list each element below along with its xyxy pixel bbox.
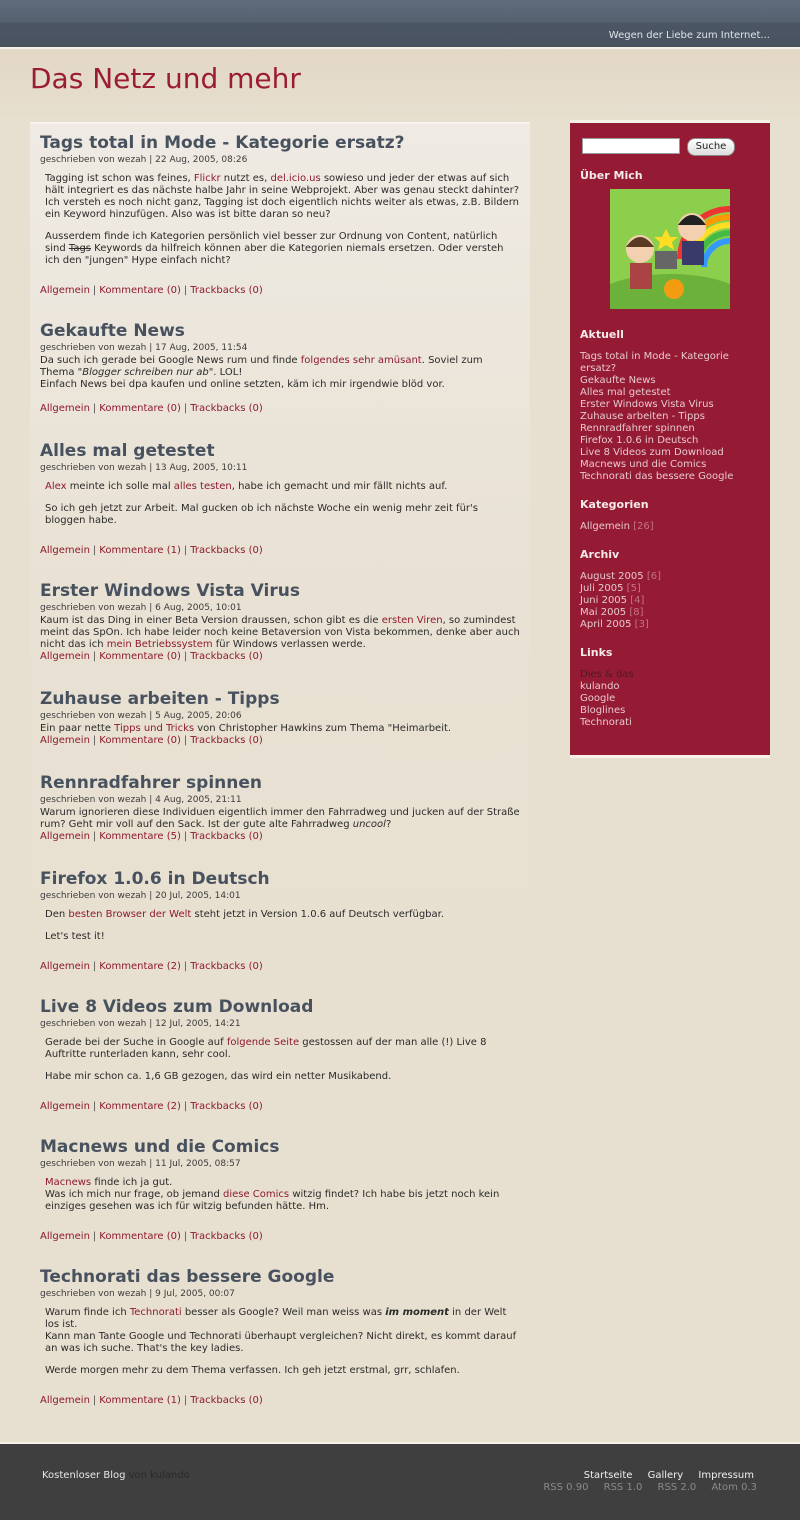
post-link[interactable]: besten Browser der Welt xyxy=(68,909,192,920)
blogroll-link[interactable]: Dies & das xyxy=(580,669,634,680)
category-link[interactable]: Allgemein xyxy=(40,831,90,842)
post-footer: Allgemein | Kommentare (0) | Trackbacks (0) xyxy=(40,651,263,662)
archive-item xyxy=(580,583,760,595)
blogroll-link[interactable]: Google xyxy=(580,693,616,704)
post-body xyxy=(40,615,520,651)
category-count: [26] xyxy=(633,521,654,532)
comments-link[interactable]: Kommentare (0) xyxy=(99,651,181,662)
trackbacks-link[interactable]: Trackbacks (0) xyxy=(190,545,263,556)
blogroll-link[interactable]: Technorati xyxy=(580,717,632,728)
recent-post-link[interactable]: Technorati das bessere Google xyxy=(580,471,734,482)
post-footer: Allgemein | Kommentare (2) | Trackbacks (0) xyxy=(40,1101,263,1112)
feed-link[interactable]: RSS 1.0 xyxy=(603,1482,643,1493)
category-link[interactable]: Allgemein xyxy=(40,1231,90,1242)
comments-link[interactable]: Kommentare (0) xyxy=(99,403,181,414)
archive-list xyxy=(580,571,760,631)
post-body xyxy=(40,1037,520,1083)
categories-list xyxy=(580,521,760,533)
post-title[interactable]: Tags total in Mode - Kategorie ersatz? xyxy=(40,133,405,153)
footer-credit: Kostenloser Blog von kulando xyxy=(42,1470,190,1481)
post-body xyxy=(40,1177,520,1213)
post-meta: geschrieben von wezah | 17 Aug, 2005, 11:54 xyxy=(40,343,248,353)
macnews-link[interactable]: Macnews xyxy=(45,1177,92,1188)
post-paragraph: Kaum ist das Ding in einer Beta Version draussen, schon gibt es die ersten Viren, so zumindest meint das SpOn. Ich habe leider noch keine Betaversion von Vista bekommen, denke aber auch nicht das ich mein Betriebssystem für Windows verlassen werde. xyxy=(40,615,520,650)
recent-post-link[interactable]: Tags total in Mode - Kategorie ersatz? xyxy=(580,351,729,374)
post-title[interactable]: Zuhause arbeiten - Tipps xyxy=(40,689,280,709)
category-item xyxy=(580,521,760,533)
comments-link[interactable]: Kommentare (2) xyxy=(99,961,181,972)
recent-post-link[interactable]: Erster Windows Vista Virus xyxy=(580,399,714,410)
post xyxy=(40,581,520,663)
post-paragraph: Alex meinte ich solle mal alles testen, habe ich gemacht und mir fällt nichts auf. xyxy=(45,481,448,492)
avatar xyxy=(610,189,730,309)
post-paragraph: Den besten Browser der Welt steht jetzt in Version 1.0.6 auf Deutsch verfügbar. xyxy=(45,909,445,920)
aktuell-heading: Aktuell xyxy=(580,328,624,341)
blogroll-link[interactable]: kulando xyxy=(580,681,620,692)
post-body xyxy=(40,909,520,943)
post-title[interactable]: Technorati das bessere Google xyxy=(40,1267,335,1287)
comments-link[interactable]: Kommentare (2) xyxy=(99,1101,181,1112)
category-link[interactable]: Allgemein xyxy=(40,961,90,972)
post-meta: geschrieben von wezah | 4 Aug, 2005, 21:11 xyxy=(40,795,242,805)
recent-post-link[interactable]: Alles mal getestet xyxy=(580,387,671,398)
post-paragraph: Werde morgen mehr zu dem Thema verfassen. Ich geh jetzt erstmal, grr, schlafen. xyxy=(45,1365,460,1376)
archiv-heading: Archiv xyxy=(580,548,620,561)
comments-link[interactable]: Kommentare (1) xyxy=(99,545,181,556)
post xyxy=(40,321,520,415)
category-link[interactable]: Allgemein xyxy=(40,545,90,556)
archive-link[interactable]: April 2005 xyxy=(580,619,632,630)
comments-link[interactable]: Kommentare (0) xyxy=(99,285,181,296)
post-paragraph: Gerade bei der Suche in Google auf folgende Seite gestossen auf der man alle (!) Live 8 Auftritte runterladen kann, sehr cool. xyxy=(45,1037,487,1060)
recent-post-link[interactable]: Zuhause arbeiten - Tipps xyxy=(580,411,705,422)
footer-blog-link[interactable]: Kostenloser Blog xyxy=(42,1470,126,1481)
recent-post-link[interactable]: Macnews und die Comics xyxy=(580,459,707,470)
links-heading: Links xyxy=(580,646,613,659)
post-paragraph: Tagging ist schon was feines, Flickr nutzt es, del.icio.us sowieso und jeder der etwas auf sich hält integriert es das nächste halbe Jahr in seine Webprojekt. Aber was genau steckt dahinter? Ich versteh es noch nicht ganz, Tagging ist doch eigentlich nichts weiter als etwas, z.B. Bildern ein Keyword hinzufügen. Also was ist bitte daran so neu? xyxy=(45,173,520,220)
archive-item xyxy=(580,595,760,607)
post-title[interactable]: Gekaufte News xyxy=(40,321,185,341)
post-footer: Allgemein | Kommentare (0) | Trackbacks (0) xyxy=(40,403,263,414)
flickr-link[interactable]: Flickr xyxy=(193,173,221,184)
category-link[interactable]: Allgemein xyxy=(40,1101,90,1112)
comments-link[interactable]: Kommentare (0) xyxy=(99,1231,181,1242)
trackbacks-link[interactable]: Trackbacks (0) xyxy=(190,1395,263,1406)
post-title[interactable]: Live 8 Videos zum Download xyxy=(40,997,314,1017)
category-link[interactable]: Allgemein xyxy=(580,521,630,532)
post-meta: geschrieben von wezah | 12 Jul, 2005, 14:21 xyxy=(40,1019,241,1029)
post-paragraph: Ein paar nette Tipps und Tricks von Christopher Hawkins zum Thema "Heimarbeit. xyxy=(40,723,452,734)
recent-posts-list xyxy=(580,351,760,483)
blogroll-link[interactable]: Bloglines xyxy=(580,705,626,716)
post-body xyxy=(40,1307,520,1377)
post-title[interactable]: Macnews und die Comics xyxy=(40,1137,280,1157)
post-link[interactable]: ersten Viren xyxy=(381,615,443,626)
post-footer: Allgemein | Kommentare (1) | Trackbacks (0) xyxy=(40,545,263,556)
post-body xyxy=(40,807,520,831)
post xyxy=(40,1137,520,1243)
trackbacks-link[interactable]: Trackbacks (0) xyxy=(190,961,263,972)
trackbacks-link[interactable]: Trackbacks (0) xyxy=(190,831,263,842)
site-title[interactable]: Das Netz und mehr xyxy=(30,62,301,95)
post-meta: geschrieben von wezah | 22 Aug, 2005, 08:26 xyxy=(40,155,248,165)
category-link[interactable]: Allgemein xyxy=(40,1395,90,1406)
archive-link[interactable]: Mai 2005 xyxy=(580,607,627,618)
post-footer: Allgemein | Kommentare (0) | Trackbacks (0) xyxy=(40,1231,263,1242)
post-link[interactable]: diese Comics xyxy=(222,1189,290,1200)
post-title[interactable]: Erster Windows Vista Virus xyxy=(40,581,300,601)
technorati-link[interactable]: Technorati xyxy=(129,1307,182,1318)
post-body xyxy=(40,355,520,391)
comments-link[interactable]: Kommentare (0) xyxy=(99,735,181,746)
archive-link[interactable]: August 2005 xyxy=(580,571,644,582)
trackbacks-link[interactable]: Trackbacks (0) xyxy=(190,651,263,662)
top-bar xyxy=(0,0,800,48)
post xyxy=(40,689,520,747)
post-link[interactable]: Tipps und Tricks xyxy=(114,723,195,734)
recent-post-link[interactable]: Firefox 1.0.6 in Deutsch xyxy=(580,435,699,446)
post-meta: geschrieben von wezah | 5 Aug, 2005, 20:06 xyxy=(40,711,242,721)
kategorien-heading: Kategorien xyxy=(580,498,649,511)
archive-count: [8] xyxy=(629,607,644,618)
archive-count: [6] xyxy=(646,571,661,582)
post-link[interactable]: alles testen xyxy=(173,481,232,492)
post xyxy=(40,133,520,297)
post-footer: Allgemein | Kommentare (2) | Trackbacks (0) xyxy=(40,961,263,972)
post-paragraph: Macnews finde ich ja gut. Was ich mich nur frage, ob jemand diese Comics witzig findet? Ich habe bis jetzt noch kein einziges gesehen was ich für witzig befunden hätte. Hm. xyxy=(45,1177,500,1212)
links-list xyxy=(580,669,760,729)
post-paragraph: Warum finde ich Technorati besser als Google? Weil man weiss was im moment in der Welt los ist. Kann man Tante Google und Technorati überhaupt vergleichen? Nicht direkt, es kommt darauf an was ich suche. That's the key ladies. xyxy=(45,1307,517,1354)
post-meta: geschrieben von wezah | 6 Aug, 2005, 10:01 xyxy=(40,603,242,613)
post xyxy=(40,441,520,557)
post-paragraph: Let's test it! xyxy=(45,931,105,942)
delicious-link[interactable]: del.icio.us xyxy=(270,173,321,184)
trackbacks-link[interactable]: Trackbacks (0) xyxy=(190,285,263,296)
category-link[interactable]: Allgemein xyxy=(40,403,90,414)
post-footer: Allgemein | Kommentare (1) | Trackbacks (0) xyxy=(40,1395,263,1406)
feed-link[interactable]: Atom 0.3 xyxy=(711,1482,757,1493)
archive-count: [4] xyxy=(630,595,645,606)
post-link[interactable]: folgende Seite xyxy=(226,1037,300,1048)
post xyxy=(40,773,520,843)
post xyxy=(40,869,520,973)
trackbacks-link[interactable]: Trackbacks (0) xyxy=(190,1231,263,1242)
footer-link-gallery[interactable]: Gallery xyxy=(647,1470,684,1481)
trackbacks-link[interactable]: Trackbacks (0) xyxy=(190,735,263,746)
post-paragraph: Habe mir schon ca. 1,6 GB gezogen, das wird ein netter Musikabend. xyxy=(45,1071,392,1082)
post-footer: Allgemein | Kommentare (5) | Trackbacks (0) xyxy=(40,831,263,842)
category-link[interactable]: Allgemein xyxy=(40,651,90,662)
footer-link-startseite[interactable]: Startseite xyxy=(583,1470,633,1481)
post xyxy=(40,997,520,1113)
recent-post-link[interactable]: Live 8 Videos zum Download xyxy=(580,447,724,458)
archive-item xyxy=(580,619,760,631)
archive-link[interactable]: Juni 2005 xyxy=(580,595,628,606)
post-meta: geschrieben von wezah | 11 Jul, 2005, 08:57 xyxy=(40,1159,241,1169)
feed-link[interactable]: RSS 0.90 xyxy=(543,1482,589,1493)
about-heading: Über Mich xyxy=(580,169,643,182)
comments-link[interactable]: Kommentare (5) xyxy=(99,831,181,842)
post-body xyxy=(40,481,520,527)
post-footer: Allgemein | Kommentare (0) | Trackbacks (0) xyxy=(40,285,263,296)
trackbacks-link[interactable]: Trackbacks (0) xyxy=(190,1101,263,1112)
post xyxy=(40,1267,520,1407)
post-paragraph: Einfach News bei dpa kaufen und online setzten, käm ich mir irgendwie blöd vor. xyxy=(40,379,445,390)
sidebar xyxy=(570,120,770,758)
category-link[interactable]: Allgemein xyxy=(40,735,90,746)
footer-link-impressum[interactable]: Impressum xyxy=(698,1470,754,1481)
tagline: Wegen der Liebe zum Internet... xyxy=(608,30,770,41)
footer-nav xyxy=(572,1470,754,1481)
recent-post-link[interactable]: Gekaufte News xyxy=(580,375,656,386)
comments-link[interactable]: Kommentare (1) xyxy=(99,1395,181,1406)
alex-link[interactable]: Alex xyxy=(45,481,67,492)
avatar-image xyxy=(610,189,730,309)
archive-item xyxy=(580,571,760,583)
search-input[interactable] xyxy=(582,138,680,154)
post-meta: geschrieben von wezah | 9 Jul, 2005, 00:07 xyxy=(40,1289,235,1299)
post-footer: Allgemein | Kommentare (0) | Trackbacks (0) xyxy=(40,735,263,746)
post-meta: geschrieben von wezah | 20 Jul, 2005, 14:01 xyxy=(40,891,241,901)
recent-post-link[interactable]: Rennradfahrer spinnen xyxy=(580,423,695,434)
category-link[interactable]: Allgemein xyxy=(40,285,90,296)
footer xyxy=(0,1442,800,1520)
main-content xyxy=(30,122,530,1422)
post-meta: geschrieben von wezah | 13 Aug, 2005, 10:11 xyxy=(40,463,248,473)
post-paragraph: So ich geh jetzt zur Arbeit. Mal gucken ob ich nächste Woche ein wenig mehr zeit für's bloggen habe. xyxy=(45,503,478,526)
post-title[interactable]: Rennradfahrer spinnen xyxy=(40,773,262,793)
feed-link[interactable]: RSS 2.0 xyxy=(657,1482,697,1493)
archive-item xyxy=(580,607,760,619)
post-link[interactable]: folgendes sehr amüsant xyxy=(300,355,422,366)
post-paragraph: Warum ignorieren diese Individuen eigentlich immer den Fahrradweg und jucken auf der Straße rum? Geht mir voll auf den Sack. Ist der gute alte Fahrradweg uncool? xyxy=(40,807,520,830)
footer-feeds xyxy=(531,1482,757,1493)
archive-link[interactable]: Juli 2005 xyxy=(580,583,624,594)
post-body xyxy=(40,723,520,735)
archive-count: [5] xyxy=(626,583,641,594)
trackbacks-link[interactable]: Trackbacks (0) xyxy=(190,403,263,414)
post-paragraph: Ausserdem finde ich Kategorien persönlich viel besser zur Ordnung von Content, natürlich sind Tags Keywords da hilfreich können aber die Kategorien niemals ersetzen. Oder versteh ich den "jungen" Hype einfach nicht? xyxy=(45,231,504,266)
post-title[interactable]: Alles mal getestet xyxy=(40,441,215,461)
post-paragraph: Da such ich gerade bei Google News rum und finde folgendes sehr amüsant. Soviel zum Thema "Blogger schreiben nur ab". LOL! xyxy=(40,355,483,378)
post-body xyxy=(40,173,520,267)
archive-count: [3] xyxy=(634,619,649,630)
post-link[interactable]: mein Betriebssystem xyxy=(106,639,213,650)
search-button[interactable]: Suche xyxy=(687,138,735,156)
post-title[interactable]: Firefox 1.0.6 in Deutsch xyxy=(40,869,270,889)
